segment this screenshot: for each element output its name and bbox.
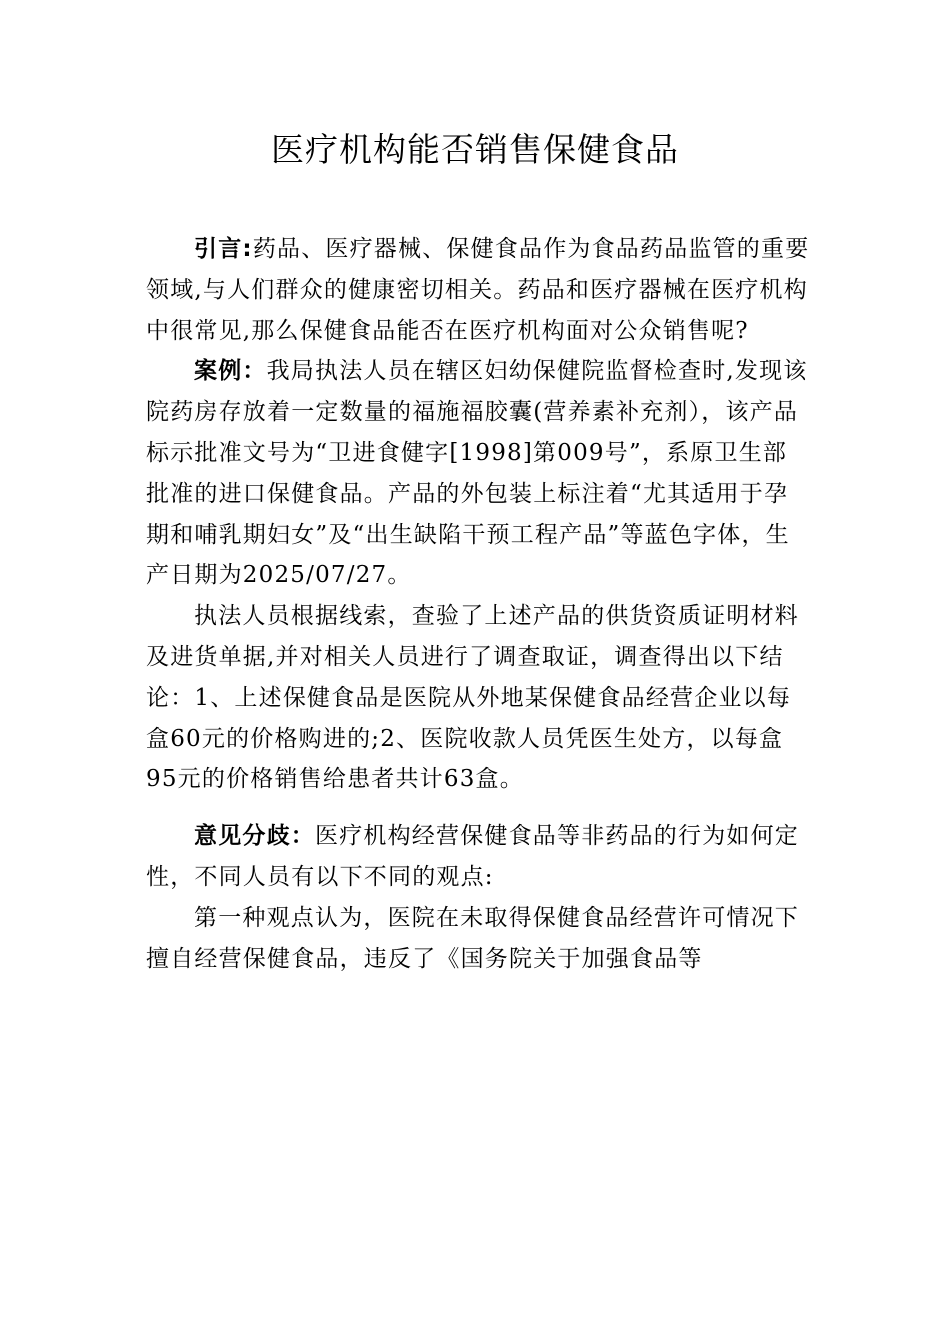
paragraph-text: 我局执法人员在辖区妇幼保健院监督检查时,发现该院药房存放着一定数量的福施福胶囊(营养素补充剂），该产品标示批准文号为“卫进食健字[1998]第009号”，系原卫生部批准的进口保健食品。产品的外包装上标注着“尤其适用于孕期和哺乳期妇女”及“出生缺陷干预工程产品”等蓝色字体，生产日期为2025/07/27。	[146, 358, 808, 589]
paragraph-lead: 意见分歧：	[194, 823, 315, 850]
document-title: 医疗机构能否销售保健食品	[271, 130, 679, 169]
paragraph-text: 药品、医疗器械、保健食品作为食品药品监管的重要领域,与人们群众的健康密切相关。药品和医疗器械在医疗机构中很常见,那么保健食品能否在医疗机构面对公众销售呢?	[146, 236, 810, 344]
paragraph-disagreement	[146, 816, 810, 898]
paragraph-case	[146, 351, 810, 596]
paragraph-text: 医疗机构经营保健食品等非药品的行为如何定性，不同人员有以下不同的观点:	[146, 823, 799, 890]
paragraph-text: 执法人员根据线索，查验了上述产品的供货资质证明材料及进货单据,并对相关人员进行了调查取证，调查得出以下结论：1、上述保健食品是医院从外地某保健食品经营企业以每盒60元的价格购进的;2、医院收款人员凭医生处方，以每盒95元的价格销售给患者共计63盒。	[146, 603, 799, 793]
paragraph-intro	[146, 229, 810, 351]
paragraph-lead: 引言:	[194, 236, 253, 262]
paragraph-lead: 案例：	[194, 358, 267, 385]
paragraph-text: 第一种观点认为，医院在未取得保健食品经营许可情况下擅自经营保健食品，违反了《国务院关于加强食品等	[146, 904, 799, 972]
paragraph-investigation	[146, 596, 810, 800]
paragraph-first-view	[146, 898, 810, 980]
paragraph-spacer	[146, 800, 810, 816]
document-body	[146, 229, 810, 979]
